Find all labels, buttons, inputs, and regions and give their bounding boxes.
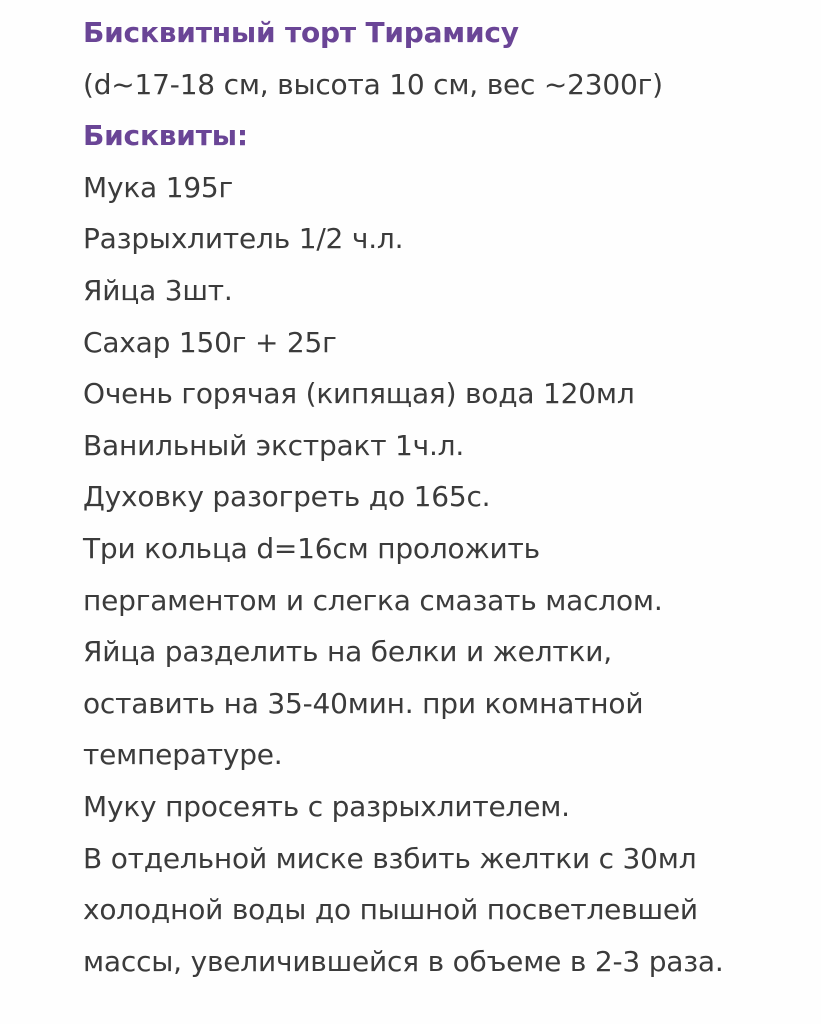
ingredient-line: Разрыхлитель 1/2 ч.л. — [83, 222, 404, 256]
instruction-line: Яйца разделить на белки и желтки, — [83, 635, 612, 669]
recipe-subtitle: (d~17-18 см, высота 10 см, вес ~2300г) — [83, 67, 663, 101]
ingredient-line: Очень горячая (кипящая) вода 120мл — [83, 377, 635, 411]
instruction-line: пергаментом и слегка смазать маслом. — [83, 583, 663, 617]
ingredient-line: Ванильный экстракт 1ч.л. — [83, 428, 465, 462]
instruction-line: температуре. — [83, 738, 283, 772]
ingredient-line: Мука 195г — [83, 170, 234, 204]
recipe-content — [83, 0, 803, 987]
instruction-line: холодной воды до пышной посветлевшей — [83, 893, 698, 927]
instruction-line: Муку просеять с разрыхлителем. — [83, 789, 570, 823]
instruction-line: Духовку разогреть до 165с. — [83, 480, 491, 514]
ingredient-line: Сахар 150г + 25г — [83, 325, 337, 359]
ingredient-line: Яйца 3шт. — [83, 273, 233, 307]
instruction-line: Три кольца d=16см проложить — [83, 531, 540, 565]
instruction-line: массы, увеличившейся в объеме в 2-3 раза. — [83, 944, 724, 978]
instruction-line: В отдельной миске взбить желтки с 30мл — [83, 841, 697, 875]
instruction-line: оставить на 35-40мин. при комнатной — [83, 686, 644, 720]
section-heading-biscuits: Бисквиты: — [83, 119, 248, 153]
recipe-title: Бисквитный торт Тирамису — [83, 16, 519, 49]
